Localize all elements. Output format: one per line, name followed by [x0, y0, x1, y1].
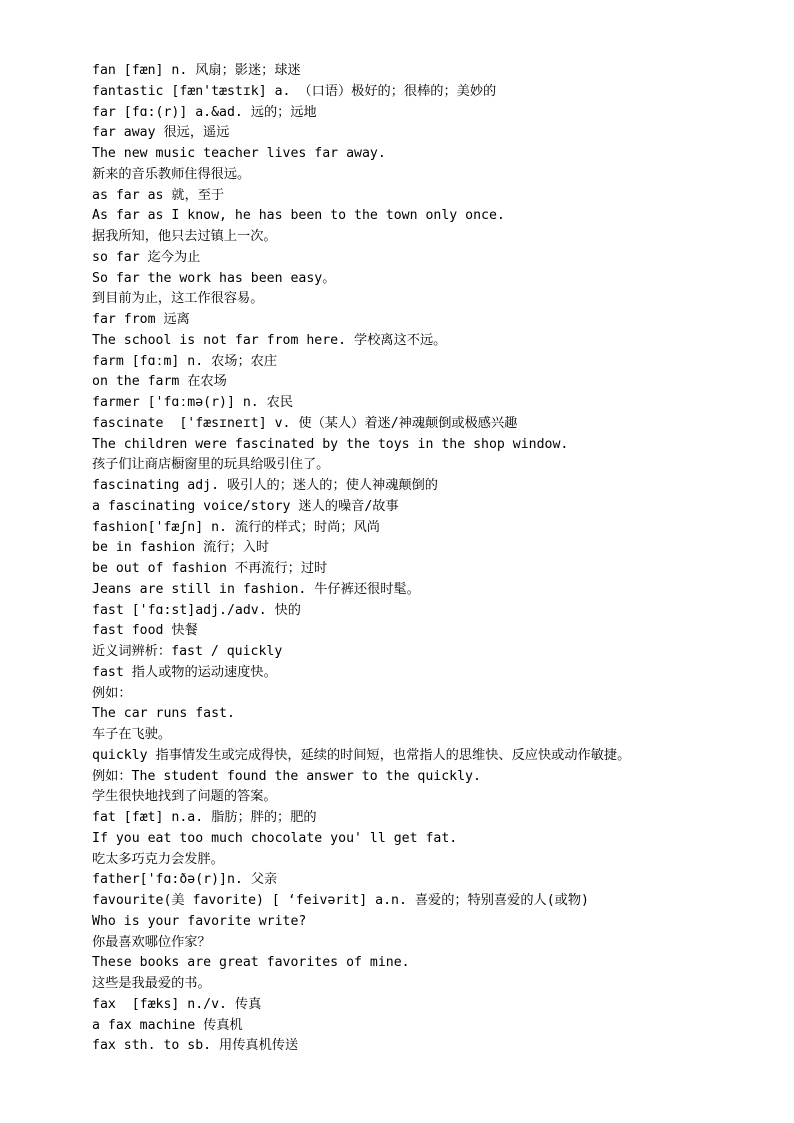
entry-fax: fax [fæks] n./v. 传真: [92, 996, 262, 1012]
example-sentence: These books are great favorites of mine.: [92, 955, 410, 971]
entry-farm: farm [fɑːm] n. 农场；农庄: [92, 353, 278, 369]
example-sentence: As far as I know, he has been to the town only once.: [92, 208, 505, 224]
example-translation: 孩子们让商店橱窗里的玩具给吸引住了。: [92, 457, 330, 473]
document-page: [92, 61, 782, 1057]
example-sentence: The new music teacher lives far away.: [92, 146, 386, 161]
phrase-fascinating-voice: a fascinating voice/story 迷人的噪音/故事: [92, 498, 399, 514]
example-sentence: The car runs fast.: [92, 706, 235, 722]
example-sentence: So far the work has been easy。: [92, 270, 336, 286]
phrase-in-fashion: be in fashion 流行；入时: [92, 540, 270, 556]
phrase-so-far: so far 迄今为止: [92, 249, 201, 265]
synonym-heading: 近义词辨析：fast / quickly: [92, 644, 283, 659]
example-sentence: The school is not far from here. 学校离这不远。: [92, 332, 447, 348]
example-sentence: 例如：The student found the answer to the quickly.: [92, 768, 481, 784]
phrase-as-far-as: as far as 就，至于: [92, 187, 225, 203]
example-translation: 到目前为止，这工作很容易。: [92, 291, 264, 307]
phrase-fax-to: fax sth. to sb. 用传真机传送: [92, 1038, 299, 1054]
entry-fantastic: fantastic [fæn'tæstɪk] a. （口语）极好的；很棒的；美妙的: [92, 83, 497, 99]
entry-fascinating: fascinating adj. 吸引人的；迷人的；使人神魂颠倒的: [92, 478, 438, 493]
phrase-fax-machine: a fax machine 传真机: [92, 1017, 243, 1033]
example-translation: 这些是我最爱的书。: [92, 976, 211, 991]
entry-father: father['fɑ:ðə(r)]n. 父亲: [92, 872, 278, 888]
phrase-far-away: far away 很远，遥远: [92, 125, 230, 141]
synonym-note-quickly: quickly 指事情发生或完成得快，延续的时间短，也常指人的思维快、反应快或动作敏捷。: [92, 747, 631, 763]
phrase-on-the-farm: on the farm 在农场: [92, 374, 227, 390]
example-translation: 新来的音乐教师住得很远。: [92, 166, 251, 182]
phrase-fast-food: fast food 快餐: [92, 623, 198, 639]
entry-farmer: farmer ['fɑːmə(r)] n. 农民: [92, 395, 294, 410]
example-sentence: If you eat too much chocolate you' ll get fat.: [92, 830, 458, 846]
example-label: 例如：: [92, 685, 132, 701]
example-translation: 吃太多巧克力会发胖。: [92, 851, 224, 867]
entry-fan: fan [fæn] n. 风扇；影迷；球迷: [92, 63, 301, 78]
example-sentence: The children were fascinated by the toys in the shop window.: [92, 436, 569, 452]
entry-favourite: favourite(美 favorite) [ ‘feivərit] a.n. 喜爱的；特别喜爱的人(或物): [92, 893, 589, 908]
example-sentence: Who is your favorite write?: [92, 913, 307, 929]
example-translation: 你最喜欢哪位作家？: [92, 934, 211, 950]
synonym-note-fast: fast 指人或物的运动速度快。: [92, 664, 277, 680]
example-sentence: Jeans are still in fashion. 牛仔裤还很时髦。: [92, 581, 420, 597]
entry-fat: fat [fæt] n.a. 脂肪；胖的；肥的: [92, 810, 317, 825]
example-translation: 车子在飞驶。: [92, 727, 172, 742]
phrase-out-of-fashion: be out of fashion 不再流行；过时: [92, 561, 328, 576]
entry-fashion: fashion['fæʃn] n. 流行的样式；时尚；风尚: [92, 519, 380, 535]
entry-fast: fast ['fɑ:st]adj./adv. 快的: [92, 602, 301, 618]
entry-far: far [fɑ:(r)] a.&ad. 远的；远地: [92, 104, 317, 120]
phrase-far-from: far from 远离: [92, 312, 190, 327]
entry-fascinate: fascinate ['fæsɪneɪt] v. 使（某人）着迷/神魂颠倒或极感兴趣: [92, 415, 518, 431]
example-translation: 据我所知，他只去过镇上一次。: [92, 229, 277, 244]
example-translation: 学生很快地找到了问题的答案。: [92, 789, 277, 805]
